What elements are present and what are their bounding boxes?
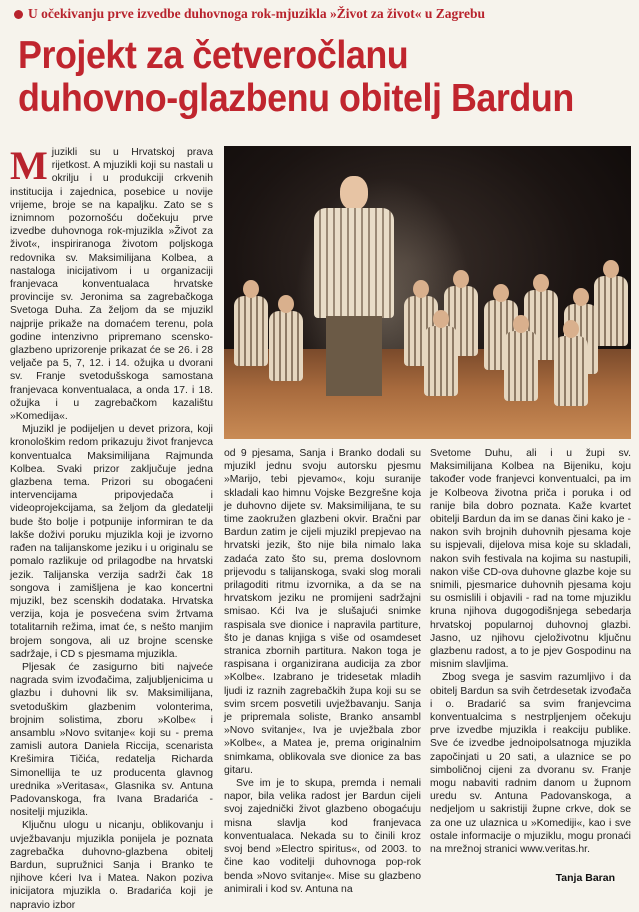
paragraph: Mjuzikl je podijeljen u devet prizora, koji kronološkim redom prikazuju život franjevca konventualca Maksimilijana Rajmunda Kolbea. Svaki prizor zaključuje jedna glazbena tema. Prizori su obogaćeni intervencijama pripovjedača i videoprojekcijama, sa željom da gledatelji bude što bolje i potpunije informiran te da lakše doživi poruku mjuzikla koji je izvorno rađen na talijanskome jeziku i u originalu se pomalo razlikuje od prilagodbe na hrvatski jezik. Talijanska verzija sadrži čak 18 songova i zamišljena je kao koncertni mjuzikl, bez scenskih dodataka. Hrvatska verzija, koja je posvećena svim žrtvama totalitarnih režima, imat će, s nešto manjim brojem songova, ali uz brojne scenske sadržaje, i CD s pjesmama mjuzikla. — [10, 424, 213, 660]
article-column-3 — [430, 447, 631, 856]
paragraph: Svetome Duhu, ali i u župi sv. Maksimilijana Kolbea na Bijeniku, koju također vode franjevci konventualci, pa im je Kolbeova životna priča i poruka i od ranije bila dobro poznata. Kaže kvartet obitelji Bardun da im se danas čini kako je - nakon svih brojnih duhovnih pjesama koje su ispjevali, dijelova misa koje su skladali, nakon svih festivala na kojima su nastupili, nakon više CD-ova duhovne glazbe koje su snimili, pjesmarice duhovnih pjesama koju su osmislili i objavili - rad na tome mjuziklu kruna njihova dugogodišnjega sebedarja hrvatskoj popularnoj duhovnoj glazbi. Jasno, uz njihovu cjeloživotnu ključnu glazbenu radost, a to je pjev Gospodinu na misnim slavljima. — [430, 448, 631, 671]
paragraph: Ključnu ulogu u nicanju, oblikovanju i uvježbavanju mjuzikla ponijela je poznata zagrebačka duhovno-glazbena obitelj Bardun, supružnici Sanja i Branko te njihove kćeri Iva i Matea. Nakon poziva inicijatora mjuzikla o. Bradarića koji je napravio izbor — [10, 820, 213, 911]
headline-line-2: duhovno-glazbenu obitelj Bardun — [18, 77, 574, 120]
stage-photo — [224, 146, 631, 439]
bullet-icon — [14, 10, 23, 19]
left-group — [224, 296, 314, 416]
paragraph: Zbog svega je sasvim razumljivo i da obitelj Bardun sa svih četrdesetak izvođača i o. Bradarić sa svim franjevcima konventualcima s nestrpljenjem očekuju prve izvedbe mjuzikla i reakciju publike. Sve će izvedbe jednoipolsatnoga mjuzikla započinjati u 20 sati, a ulaznice se po simboličnoj cijeni za dvoranu sv. Franje mogu nabaviti radnim danom u župnom uredu sv. Antuna Padovanskoga, a nedjeljom u sakristiji župne crkve, dok se za one uz ulaznica u »Komediji«, kao i sve ostale informacije o mjuziklu, mogu pronaći na mrežnoj stranici www.veritas.hr. — [430, 672, 631, 856]
actor-head — [340, 176, 368, 210]
drop-cap: M — [10, 143, 48, 188]
author-byline: Tanja Baran — [555, 872, 615, 884]
actor-pants — [326, 316, 382, 396]
kicker-text: U očekivanju prve izvedbe duhovnoga rok-mjuzikla »Život za život« u Zagrebu — [28, 6, 486, 21]
article-column-1 — [10, 143, 213, 912]
paragraph: Pljesak će zasigurno biti najveće nagrada svim izvođačima, zaljubljenicima u glazbu i duhovni lik sv. Maksimilijana, svetoduškim glazbenim volonterima, brojnim solistima, zboru »Kolbe« i ansamblu »Novo svitanje« koji su - prema zamisli autora Daniela Riccija, scenarista Krešimira Tičića, redatelja Richarda Simonellija te uz producenta glavnog urednika »Veritasa«, Glasnika sv. Antuna Padovanskoga, fra Ivana Bradarića - nositelji mjuzikla. — [10, 661, 213, 819]
headline-line-1: Projekt za četveročlanu — [18, 34, 409, 77]
paragraph: Sve im je to skupa, premda i nemali napor, bila velika radost jer Bardun cijeli svoj zajednički život glazbeno obogaćuju misna slavlja kod franjevaca konventualaca. Nekada su to činili kroz svoj bend »Electro spiritus«, od 2003. to čine kao voditelji duhovnoga pop-rok benda »Novo svitanje«. Mise su glazbeno animirali i kod sv. Antuna na — [224, 778, 421, 895]
actor-shirt — [314, 208, 394, 318]
paragraph: od 9 pjesama, Sanja i Branko dodali su mjuzikl jednu svoju autorsku pjesmu »Marijo, tebi pjevamo«, koju suranije skladali kao himnu Vojske Bezgrešne koja je duhovno dijete sv. Maksimilijana, te su time zaokružen glazbeni okvir. Bračni par Bardun zatim je cijeli mjuzikl prepjevao na hrvatski jezik, što nije bila nimalo laka zadaća zato što su, prema doslovnom prijevodu s talijanskoga, svaki slog morali prilagoditi ritmu izvornika, a da se na hrvatskom jeziku ne promijeni sadržajni smisao. Kći Iva je slušajući snimke raspisala sve dionice i napravila partiture, što je danas knjiga s više od osamdeset stranica zbornih partitura. Nakon toga je raspisana i organizirana audicija za zbor »Kolbe«. Izabrano je tridesetak mladih ljudi iz raznih zagrebačkih župa koji su se svim srcem posvetili uvježbavanju. Sanja je pripremala soliste, Branko ansambl »Novo svitanje«, Iva je uvježbala zbor »Kolbe«, a Matea je, prema originalnim snimkama, oblikovala sve dionice za bas gitaru. — [224, 448, 421, 776]
paragraph: juzikli su u Hrvatskoj prava rijetkost. A mjuzikli koji su nastali u okrilju i u produkciji crkvenih institucija i zajednica, posebice u novije vrijeme, broje se na kapaljku. Zato se s iznimnom pozornošću dočekuju prve izvedbe duhovnoga rok-mjuzikla »Život za život«, inspiriranoga životom poljskoga redovnika sv. Maksimilijana Kolbea, a nastaloga inicijativom i u organizaciji franjevaca konventualaca hrvatske provincije sv. Jeronima sa zagrebačkoga Svetoga Duha. Za željom da se mjuzikl najprije prikaže na domaćem terenu, pola godine intenzivno pripremano scensko-glazbeno uprizorenje prikazat će se 26. i 28 veljače pa 5, 7, 12. i 14. ožujka u dvorani sv. Franje svetodušskoga samostana franjevaca konventualaca, a onda 17. i 18. ožujka i u zagrebačkom kazalištu »Komedija«. — [10, 147, 213, 423]
article-kicker — [14, 6, 634, 22]
article-headline — [18, 34, 581, 120]
lead-actor — [314, 176, 394, 406]
article-column-2 — [224, 447, 421, 896]
chorus-group — [394, 286, 631, 406]
